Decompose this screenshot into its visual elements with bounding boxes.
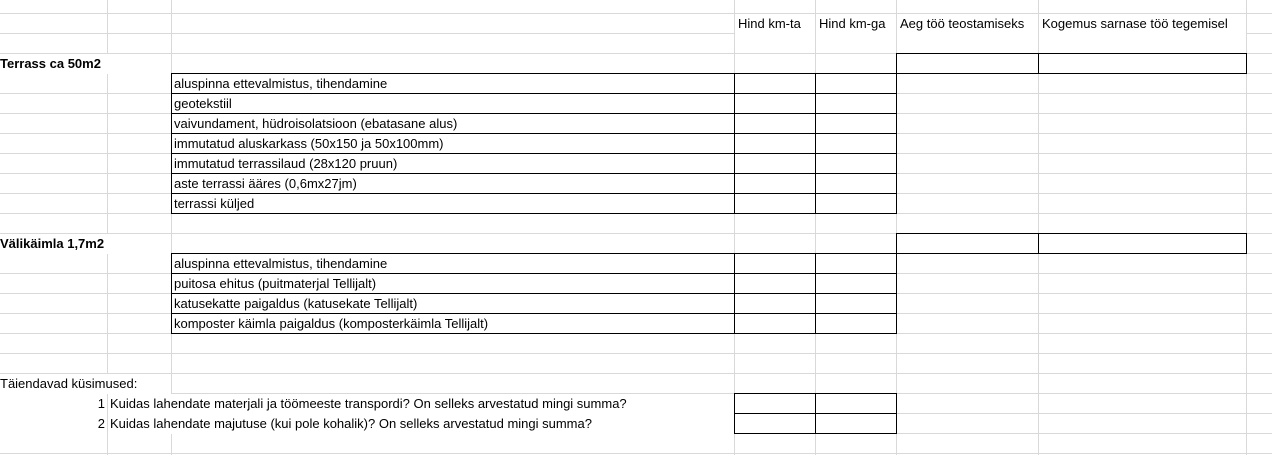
task-cell[interactable]: terrassi küljed: [171, 193, 735, 214]
header-experience[interactable]: Kogemus sarnase töö tegemisel: [1039, 14, 1246, 34]
input-price-excl[interactable]: [734, 113, 816, 134]
header-execution-time[interactable]: Aeg töö teostamiseks: [897, 14, 1038, 34]
input-price-excl[interactable]: [734, 93, 816, 114]
input-time-terrace[interactable]: [896, 53, 1039, 74]
question-text[interactable]: Kuidas lahendate majutuse (kui pole kohalik)? On selleks arvestatud mingi summa?: [108, 414, 734, 434]
task-cell[interactable]: geotekstiil: [171, 93, 735, 114]
task-cell[interactable]: puitosa ehitus (puitmaterjal Tellijalt): [171, 273, 735, 294]
section-title-outhouse[interactable]: Välikäimla 1,7m2: [0, 234, 171, 254]
section-title-terrace[interactable]: Terrass ca 50m2: [0, 54, 171, 74]
gridline: [0, 453, 1272, 454]
questions-title[interactable]: Täiendavad küsimused:: [0, 374, 171, 394]
input-time-outhouse[interactable]: [896, 233, 1039, 254]
input-price-incl[interactable]: [815, 153, 897, 174]
task-cell[interactable]: aluspinna ettevalmistus, tihendamine: [171, 73, 735, 94]
input-price-excl[interactable]: [734, 133, 816, 154]
header-price-incl-vat[interactable]: Hind km-ga: [816, 14, 896, 34]
input-price-incl[interactable]: [815, 193, 897, 214]
input-price-excl[interactable]: [734, 73, 816, 94]
input-answer-2a[interactable]: [734, 413, 816, 434]
input-answer-2b[interactable]: [815, 413, 897, 434]
input-price-excl[interactable]: [734, 273, 816, 294]
input-price-incl[interactable]: [815, 113, 897, 134]
task-cell[interactable]: katusekatte paigaldus (katusekate Tellijalt): [171, 293, 735, 314]
question-text[interactable]: Kuidas lahendate materjali ja töömeeste transpordi? On selleks arvestatud mingi summa?: [108, 394, 734, 414]
input-answer-1b[interactable]: [815, 393, 897, 414]
task-cell[interactable]: aluspinna ettevalmistus, tihendamine: [171, 253, 735, 274]
input-price-incl[interactable]: [815, 273, 897, 294]
input-price-incl[interactable]: [815, 93, 897, 114]
gridline: [734, 0, 735, 455]
gridline: [171, 0, 172, 455]
input-experience-terrace[interactable]: [1038, 53, 1247, 74]
input-price-incl[interactable]: [815, 313, 897, 334]
gridline: [0, 373, 1272, 374]
input-experience-outhouse[interactable]: [1038, 233, 1247, 254]
input-price-excl[interactable]: [734, 153, 816, 174]
input-answer-1a[interactable]: [734, 393, 816, 414]
task-cell[interactable]: immutatud terrassilaud (28x120 pruun): [171, 153, 735, 174]
input-price-excl[interactable]: [734, 253, 816, 274]
gridline: [815, 0, 816, 455]
header-price-excl-vat[interactable]: Hind km-ta: [735, 14, 815, 34]
question-number[interactable]: 2: [0, 414, 107, 434]
input-price-incl[interactable]: [815, 133, 897, 154]
task-cell[interactable]: vaivundament, hüdroisolatsioon (ebatasane alus): [171, 113, 735, 134]
gridline: [0, 353, 1272, 354]
task-cell[interactable]: komposter käimla paigaldus (komposterkäimla Tellijalt): [171, 313, 735, 334]
input-price-incl[interactable]: [815, 173, 897, 194]
input-price-excl[interactable]: [734, 313, 816, 334]
task-cell[interactable]: aste terrassi ääres (0,6mx27jm): [171, 173, 735, 194]
input-price-excl[interactable]: [734, 193, 816, 214]
input-price-incl[interactable]: [815, 73, 897, 94]
input-price-incl[interactable]: [815, 253, 897, 274]
task-cell[interactable]: immutatud aluskarkass (50x150 ja 50x100mm): [171, 133, 735, 154]
question-number[interactable]: 1: [0, 394, 107, 414]
input-price-excl[interactable]: [734, 173, 816, 194]
input-price-incl[interactable]: [815, 293, 897, 314]
input-price-excl[interactable]: [734, 293, 816, 314]
